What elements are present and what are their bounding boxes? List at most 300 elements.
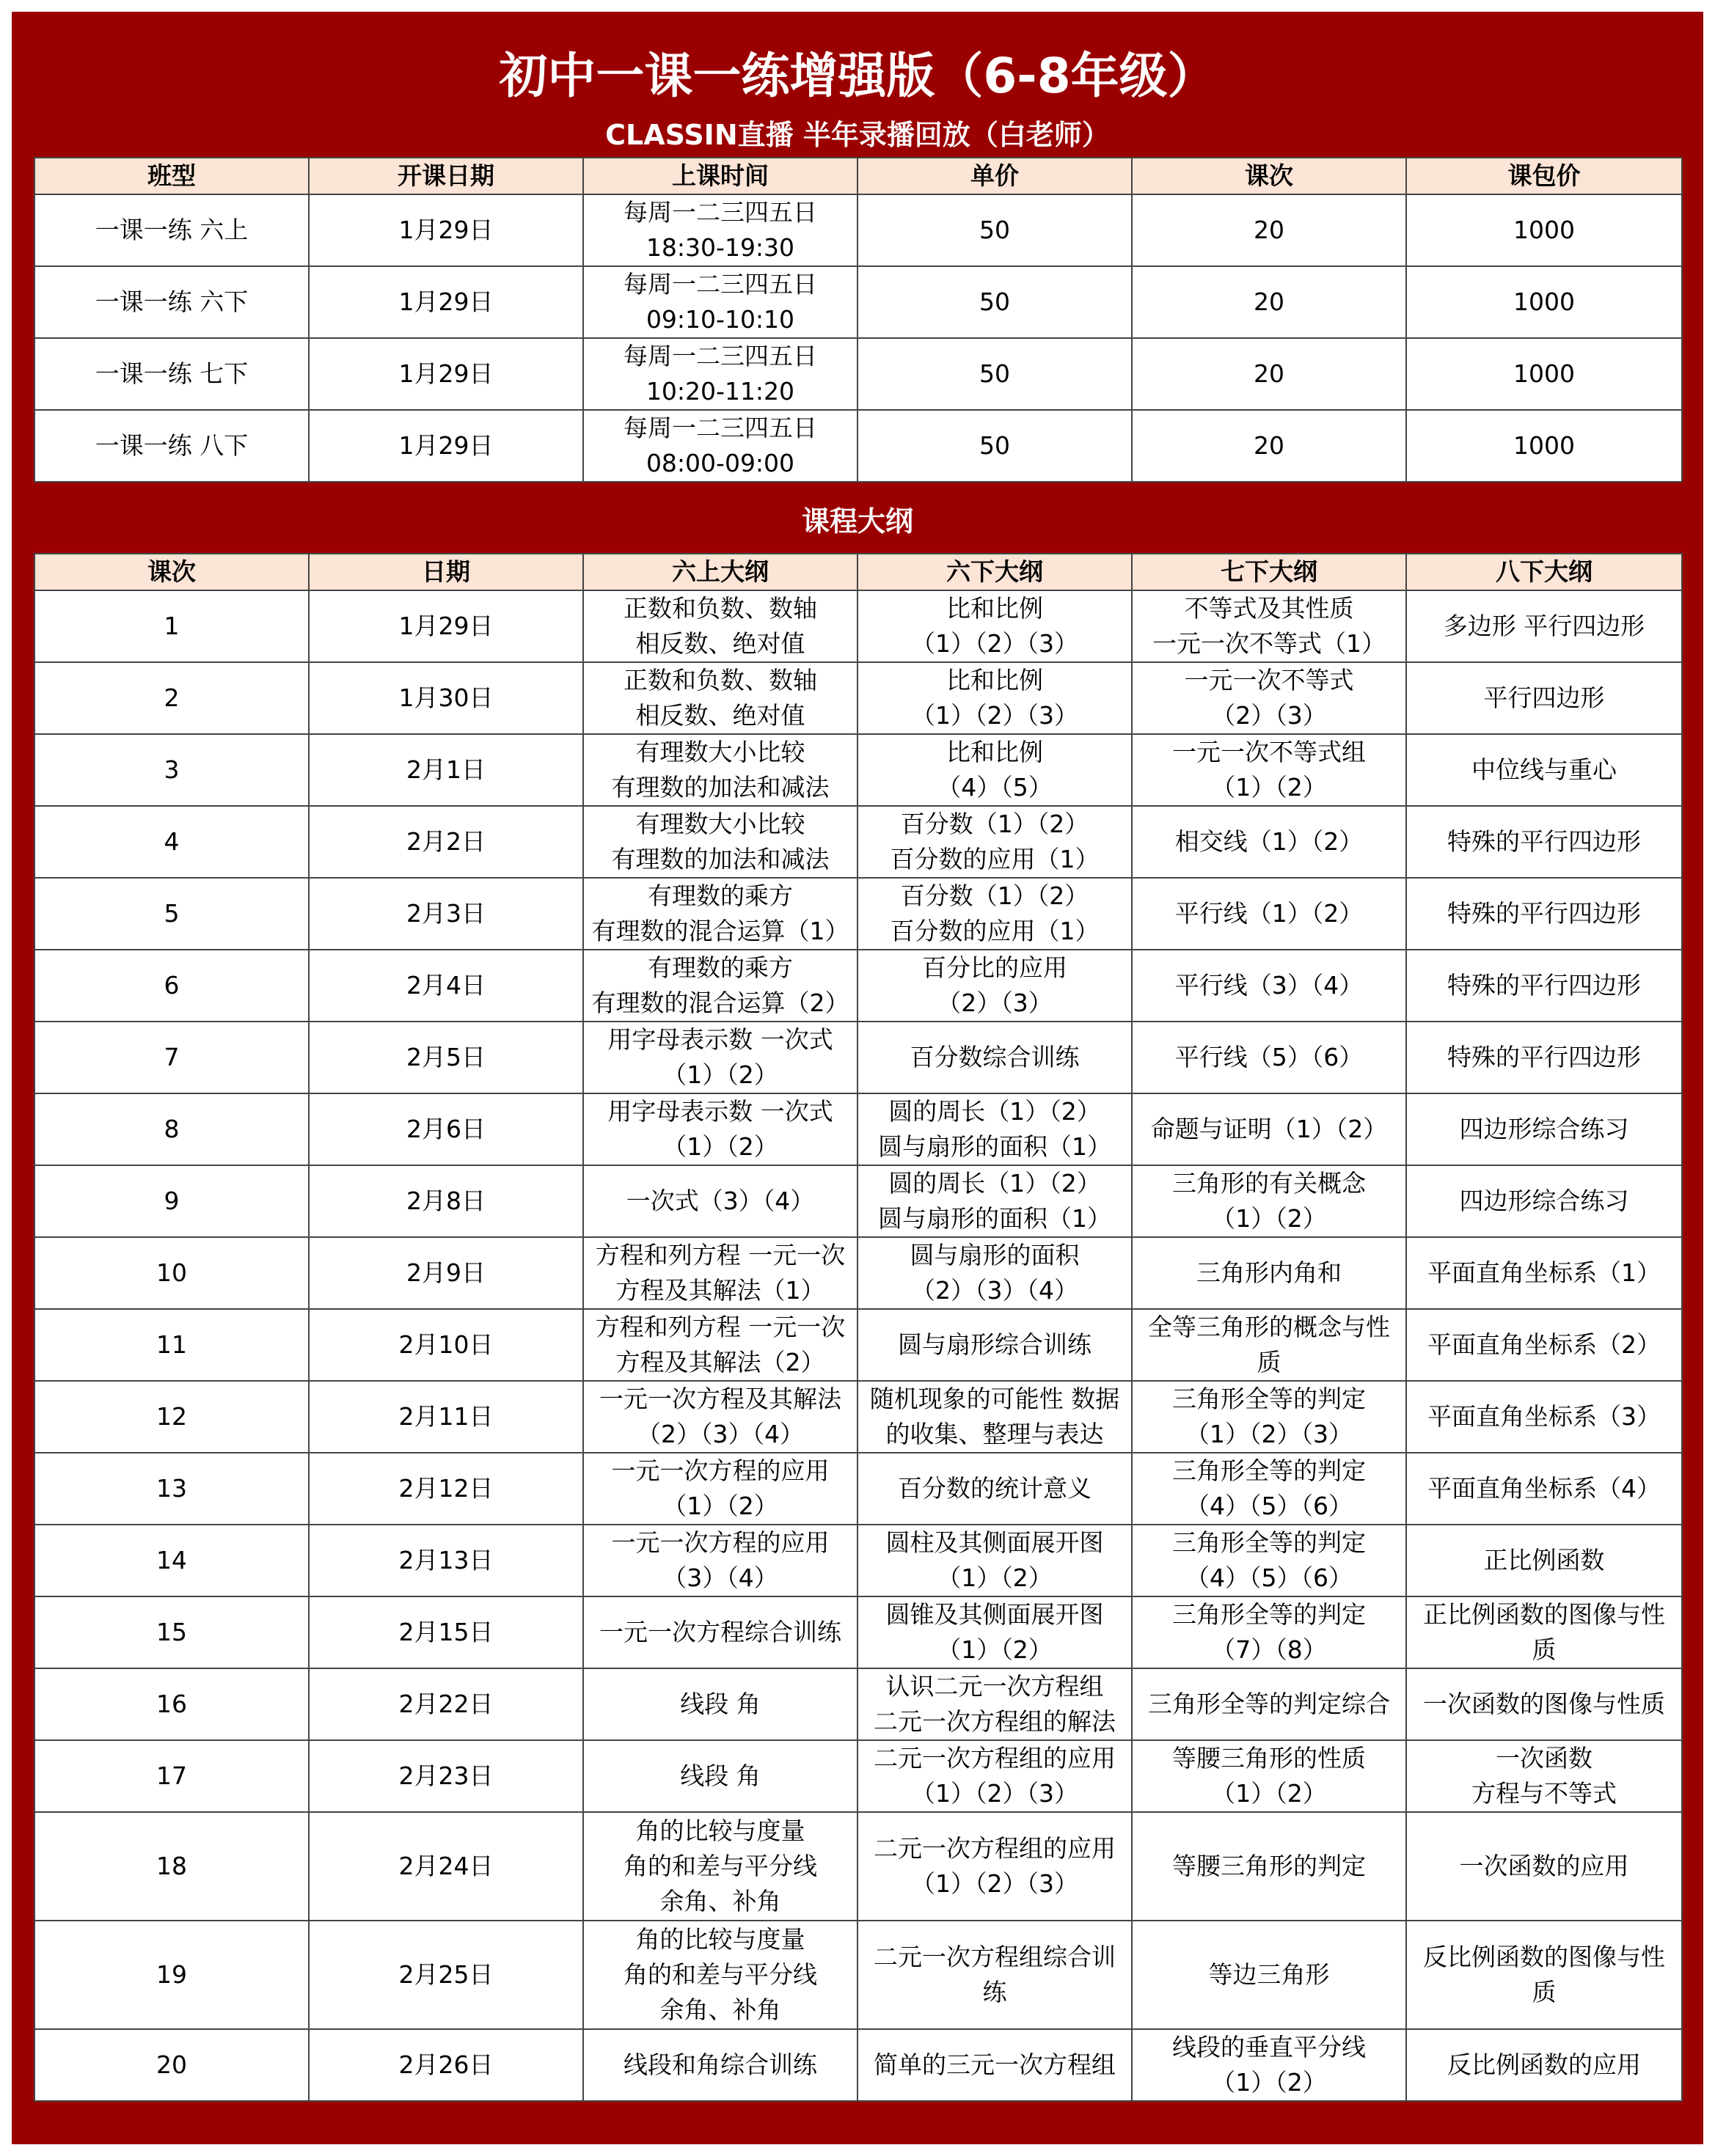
grade6-first-topic-line: 方程和列方程 一元一次 (595, 1241, 846, 1269)
grade8-second-topic-line: 特殊的平行四边形 (1447, 1043, 1641, 1071)
grade8-second-topic-line: 特殊的平行四边形 (1447, 971, 1641, 1000)
syllabus-row (34, 1093, 1682, 1165)
lesson-number-cell: 17 (34, 1740, 309, 1812)
lesson-number-cell: 14 (34, 1525, 309, 1596)
grade6-first-topic-line: （1）（2） (662, 1060, 778, 1089)
grade7-second-topic-line: 三角形全等的判定 (1172, 1528, 1366, 1557)
grade8-second-topic (1406, 590, 1682, 662)
syllabus-row (34, 1165, 1682, 1237)
grade8-second-topic-line: 平面直角坐标系（4） (1427, 1474, 1661, 1503)
grade8-second-topic-line: 多边形 平行四边形 (1443, 612, 1645, 640)
grade6-first-topic-line: 正数和负数、数轴 (624, 594, 817, 623)
grade6-second-topic-line: 圆与扇形的面积 (910, 1241, 1080, 1269)
grade6-second-topic-line: 百分数（1）（2） (900, 881, 1089, 910)
grade6-second-topic-line: 的收集、整理与表达 (885, 1420, 1104, 1448)
grade6-second-topic-line: 圆柱及其侧面展开图 (885, 1528, 1104, 1557)
grade7-second-topic-line: 平行线（5）（6） (1174, 1043, 1364, 1071)
lesson-number-cell: 16 (34, 1668, 309, 1740)
lesson-number-cell: 15 (34, 1596, 309, 1668)
grade7-second-topic (1132, 950, 1406, 1022)
grade7-second-topic-line: （1）（2） (1211, 1779, 1327, 1808)
grade6-first-topic (583, 1165, 858, 1237)
grade6-second-topic-line: （1）（2）（3） (911, 629, 1078, 658)
grade6-first-topic-line: 有理数大小比较 (635, 738, 805, 766)
grade7-second-topic (1132, 662, 1406, 734)
grade6-first-topic-line: （3）（4） (662, 1563, 778, 1592)
grade8-second-topic (1406, 1381, 1682, 1453)
syllabus-row (34, 734, 1682, 806)
grade6-first-topic-line: 方程及其解法（2） (615, 1348, 825, 1376)
lesson-date-cell: 2月26日 (309, 2029, 583, 2101)
grade6-second-topic (858, 1525, 1132, 1596)
grade6-first-topic-line: 一元一次方程的应用 (611, 1528, 830, 1557)
grade8-second-topic-line: 一次函数的应用 (1459, 1852, 1629, 1880)
grade6-second-topic-line: 百分数（1）（2） (900, 810, 1089, 838)
grade8-second-topic (1406, 1309, 1682, 1381)
grade6-second-topic-line: 百分数的应用（1） (890, 845, 1100, 873)
lesson-number-cell: 19 (34, 1921, 309, 2029)
grade6-second-topic (858, 2029, 1132, 2101)
syllabus-row (34, 1022, 1682, 1093)
grade6-second-topic (858, 1237, 1132, 1309)
grade6-second-topic (858, 1812, 1132, 1921)
grade8-second-topic (1406, 1237, 1682, 1309)
grade6-second-topic (858, 950, 1132, 1022)
grade6-first-topic-line: 角的比较与度量 (635, 1925, 805, 1954)
grade7-second-topic-line: 三角形全等的判定 (1172, 1456, 1366, 1485)
grade6-second-topic (858, 1453, 1132, 1525)
grade6-first-topic (583, 1453, 858, 1525)
lesson-number-cell: 6 (34, 950, 309, 1022)
grade8-second-topic-line: 质 (1532, 1635, 1557, 1664)
grade6-first-topic-line: 正数和负数、数轴 (624, 666, 817, 694)
schedule-row (34, 194, 1682, 266)
grade6-second-topic-line: 圆锥及其侧面展开图 (885, 1600, 1104, 1629)
grade6-first-topic (583, 1381, 858, 1453)
grade6-first-topic-line: 角的和差与平分线 (624, 1852, 817, 1880)
grade6-first-topic-line: 有理数的乘方 (648, 953, 793, 982)
grade8-second-topic-line: 特殊的平行四边形 (1447, 899, 1641, 928)
grade8-second-topic (1406, 1921, 1682, 2029)
grade7-second-topic-line: （7）（8） (1211, 1635, 1327, 1664)
grade6-first-topic-line: 有理数的加法和减法 (611, 773, 830, 802)
grade8-second-topic-line: 正比例函数的图像与性 (1423, 1600, 1665, 1629)
grade6-first-topic-line: 一元一次方程综合训练 (599, 1618, 841, 1646)
sessions-cell: 20 (1132, 194, 1406, 266)
syllabus-row (34, 1237, 1682, 1309)
grade6-first-topic (583, 1812, 858, 1921)
grade6-second-topic-line: （4）（5） (937, 773, 1053, 802)
grade8-second-topic-line: 平面直角坐标系（1） (1427, 1258, 1661, 1287)
grade7-second-topic-line: 质 (1257, 1348, 1281, 1376)
grade7-second-topic (1132, 1165, 1406, 1237)
grade6-first-topic-line: 角的和差与平分线 (624, 1960, 817, 1989)
grade6-second-topic-line: 认识二元一次方程组 (885, 1672, 1104, 1701)
grade6-first-topic (583, 1237, 858, 1309)
grade6-first-topic-line: 有理数的混合运算（1） (591, 917, 849, 945)
grade7-second-topic (1132, 1812, 1406, 1921)
unit-price-cell: 50 (858, 338, 1132, 410)
grade6-first-topic-line: 方程及其解法（1） (615, 1276, 825, 1305)
syllabus-row (34, 806, 1682, 878)
class-time-cell (583, 338, 858, 410)
syllabus-row (34, 1921, 1682, 2029)
grade6-second-topic-line: 圆的周长（1）（2） (888, 1169, 1101, 1198)
grade6-first-topic (583, 878, 858, 950)
grade6-second-topic (858, 1381, 1132, 1453)
poster-frame (12, 12, 1703, 2144)
grade6-first-topic-line: 有理数大小比较 (635, 810, 805, 838)
grade6-first-topic-line: 用字母表示数 一次式 (607, 1097, 833, 1126)
class-time-cell (583, 194, 858, 266)
grade6-second-topic-line: 比和比例 (946, 594, 1043, 623)
lesson-number-cell: 20 (34, 2029, 309, 2101)
start-date-cell: 1月29日 (309, 338, 583, 410)
grade7-second-topic-line: 不等式及其性质 (1184, 594, 1354, 623)
grade6-second-topic-line: 圆与扇形综合训练 (898, 1330, 1091, 1359)
lesson-date-cell: 1月29日 (309, 590, 583, 662)
grade8-second-topic (1406, 1596, 1682, 1668)
unit-price-cell: 50 (858, 266, 1132, 338)
col-header-start-date: 开课日期 (309, 158, 583, 194)
grade6-first-topic-line: 用字母表示数 一次式 (607, 1025, 833, 1054)
lesson-date-cell: 2月11日 (309, 1381, 583, 1453)
grade6-first-topic-line: 线段 角 (680, 1690, 761, 1718)
lesson-date-cell: 2月10日 (309, 1309, 583, 1381)
grade7-second-topic-line: （1）（2）（3） (1185, 1420, 1353, 1448)
class-time-line: 18:30-19:30 (646, 233, 795, 262)
grade6-first-topic (583, 1921, 858, 2029)
grade7-second-topic-line: 三角形的有关概念 (1172, 1169, 1366, 1198)
grade6-second-topic-line: 圆与扇形的面积（1） (878, 1204, 1111, 1233)
lesson-number-cell: 5 (34, 878, 309, 950)
unit-price-cell: 50 (858, 194, 1132, 266)
grade7-second-topic-line: 等腰三角形的判定 (1172, 1852, 1366, 1880)
grade8-second-topic (1406, 1668, 1682, 1740)
grade6-second-topic (858, 1165, 1132, 1237)
grade8-second-topic (1406, 806, 1682, 878)
grade6-first-topic (583, 662, 858, 734)
grade7-second-topic-line: 全等三角形的概念与性 (1148, 1313, 1390, 1341)
package-price-cell: 1000 (1406, 410, 1682, 482)
sessions-cell: 20 (1132, 338, 1406, 410)
grade7-second-topic-line: （1）（2） (1211, 773, 1327, 802)
grade7-second-topic (1132, 1093, 1406, 1165)
unit-price-cell: 50 (858, 410, 1132, 482)
grade8-second-topic (1406, 734, 1682, 806)
grade7-second-topic-line: 一元一次不等式 (1184, 666, 1354, 694)
grade7-second-topic (1132, 806, 1406, 878)
grade6-second-topic (858, 734, 1132, 806)
grade6-second-topic-line: 比和比例 (946, 738, 1043, 766)
lesson-date-cell: 2月2日 (309, 806, 583, 878)
grade6-second-topic (858, 590, 1132, 662)
grade6-second-topic-line: 比和比例 (946, 666, 1043, 694)
grade7-second-topic-line: 三角形全等的判定综合 (1148, 1690, 1390, 1718)
syllabus-row (34, 1309, 1682, 1381)
grade6-first-topic (583, 1022, 858, 1093)
package-price-cell: 1000 (1406, 266, 1682, 338)
grade8-second-topic-line: 平面直角坐标系（2） (1427, 1330, 1661, 1359)
lesson-number-cell: 13 (34, 1453, 309, 1525)
class-time-line: 每周一二三四五日 (624, 198, 817, 227)
grade8-second-topic (1406, 1093, 1682, 1165)
syllabus-title: 课程大纲 (801, 505, 913, 538)
grade6-first-topic-line: （2）（3）（4） (637, 1420, 804, 1448)
grade7-second-topic-line: 平行线（1）（2） (1174, 899, 1364, 928)
lesson-date-cell: 2月5日 (309, 1022, 583, 1093)
col-header-unit-price: 单价 (858, 158, 1132, 194)
grade6-second-topic-line: 圆的周长（1）（2） (888, 1097, 1101, 1126)
grade7-second-topic (1132, 1525, 1406, 1596)
grade6-second-topic (858, 1596, 1132, 1668)
grade8-second-topic-line: 四边形综合练习 (1459, 1115, 1629, 1143)
grade7-second-topic-line: （2）（3） (1211, 701, 1327, 730)
start-date-cell: 1月29日 (309, 410, 583, 482)
grade6-first-topic-line: 相反数、绝对值 (635, 701, 805, 730)
grade6-second-topic-line: （2）（3） (937, 989, 1053, 1017)
start-date-cell: 1月29日 (309, 266, 583, 338)
grade6-first-topic-line: 有理数的加法和减法 (611, 845, 830, 873)
lesson-date-cell: 2月1日 (309, 734, 583, 806)
grade6-first-topic (583, 734, 858, 806)
grade6-second-topic-line: 百分比的应用 (922, 953, 1067, 982)
class-type-cell: 一课一练 七下 (34, 338, 309, 410)
grade7-second-topic (1132, 734, 1406, 806)
grade7-second-topic (1132, 1453, 1406, 1525)
grade6-first-topic (583, 950, 858, 1022)
grade7-second-topic (1132, 1740, 1406, 1812)
col-header-class: 班型 (34, 158, 309, 194)
grade6-first-topic (583, 806, 858, 878)
grade6-second-topic (858, 662, 1132, 734)
grade6-first-topic-line: 余角、补角 (659, 1887, 781, 1915)
lesson-number-cell: 12 (34, 1381, 309, 1453)
grade8-second-topic-line: 特殊的平行四边形 (1447, 827, 1641, 856)
grade8-second-topic-line: 一次函数 (1496, 1744, 1592, 1772)
class-type-cell: 一课一练 六下 (34, 266, 309, 338)
grade6-second-topic (858, 1668, 1132, 1740)
grade6-first-topic-line: 线段 角 (680, 1761, 761, 1790)
lesson-date-cell: 2月24日 (309, 1812, 583, 1921)
syllabus-row (34, 1740, 1682, 1812)
package-price-cell: 1000 (1406, 338, 1682, 410)
grade7-second-topic-line: （4）（5）（6） (1185, 1563, 1353, 1592)
grade8-second-topic-line: 反比例函数的应用 (1447, 2050, 1641, 2079)
grade6-second-topic-line: 二元一次方程组的应用 (874, 1744, 1116, 1772)
grade6-second-topic (858, 1740, 1132, 1812)
grade7-second-topic (1132, 1596, 1406, 1668)
lesson-date-cell: 2月9日 (309, 1237, 583, 1309)
grade7-second-topic (1132, 1668, 1406, 1740)
grade6-first-topic-line: 线段和角综合训练 (624, 2050, 817, 2079)
grade7-second-topic-line: 三角形全等的判定 (1172, 1600, 1366, 1629)
grade6-second-topic-line: （2）（3）（4） (911, 1276, 1078, 1305)
start-date-cell: 1月29日 (309, 194, 583, 266)
lesson-date-cell: 2月8日 (309, 1165, 583, 1237)
grade6-first-topic (583, 1093, 858, 1165)
class-time-cell (583, 266, 858, 338)
grade6-first-topic (583, 1668, 858, 1740)
class-time-line: 10:20-11:20 (646, 377, 795, 406)
grade6-second-topic-line: （1）（2） (937, 1563, 1053, 1592)
grade6-first-topic (583, 1525, 858, 1596)
grade7-second-topic-line: 相交线（1）（2） (1174, 827, 1364, 856)
col-header-grade7-second: 七下大纲 (1132, 554, 1406, 590)
syllabus-row (34, 2029, 1682, 2101)
grade7-second-topic (1132, 1237, 1406, 1309)
grade8-second-topic (1406, 662, 1682, 734)
syllabus-row (34, 1525, 1682, 1596)
col-header-grade6-first: 六上大纲 (583, 554, 858, 590)
class-time-line: 每周一二三四五日 (624, 342, 817, 370)
grade7-second-topic (1132, 1381, 1406, 1453)
grade6-second-topic (858, 1093, 1132, 1165)
grade7-second-topic (1132, 878, 1406, 950)
grade6-second-topic (858, 1309, 1132, 1381)
grade7-second-topic-line: 线段的垂直平分线 (1172, 2033, 1366, 2061)
syllabus-row (34, 878, 1682, 950)
grade7-second-topic (1132, 1921, 1406, 2029)
grade6-first-topic (583, 1596, 858, 1668)
class-type-cell: 一课一练 六上 (34, 194, 309, 266)
grade8-second-topic-line: 一次函数的图像与性质 (1423, 1690, 1665, 1718)
syllabus-row (34, 1668, 1682, 1740)
class-time-line: 每周一二三四五日 (624, 270, 817, 298)
class-time-cell (583, 410, 858, 482)
grade6-first-topic-line: （1）（2） (662, 1492, 778, 1520)
grade6-first-topic-line: 余角、补角 (659, 1995, 781, 2024)
grade6-second-topic (858, 878, 1132, 950)
grade8-second-topic (1406, 878, 1682, 950)
col-header-package-price: 课包价 (1406, 158, 1682, 194)
grade6-first-topic-line: 角的比较与度量 (635, 1816, 805, 1845)
grade6-first-topic-line: 一元一次方程的应用 (611, 1456, 830, 1485)
lesson-number-cell: 7 (34, 1022, 309, 1093)
grade8-second-topic (1406, 1812, 1682, 1921)
col-header-class-time: 上课时间 (583, 158, 858, 194)
grade8-second-topic (1406, 1453, 1682, 1525)
grade6-second-topic-line: 练 (982, 1978, 1007, 2006)
grade6-second-topic-line: 百分数的统计意义 (898, 1474, 1091, 1503)
grade8-second-topic-line: 平面直角坐标系（3） (1427, 1402, 1661, 1431)
grade7-second-topic-line: 命题与证明（1）（2） (1150, 1115, 1388, 1143)
class-type-cell: 一课一练 八下 (34, 410, 309, 482)
syllabus-row (34, 662, 1682, 734)
grade8-second-topic-line: 正比例函数 (1483, 1546, 1605, 1574)
grade8-second-topic-line: 中位线与重心 (1471, 755, 1617, 784)
grade8-second-topic (1406, 950, 1682, 1022)
lesson-date-cell: 2月23日 (309, 1740, 583, 1812)
grade6-second-topic-line: 百分数的应用（1） (890, 917, 1100, 945)
grade8-second-topic-line: 方程与不等式 (1471, 1779, 1617, 1808)
lesson-date-cell: 2月4日 (309, 950, 583, 1022)
syllabus-row (34, 1812, 1682, 1921)
grade8-second-topic (1406, 2029, 1682, 2101)
lesson-number-cell: 18 (34, 1812, 309, 1921)
syllabus-header-row (34, 554, 1682, 590)
syllabus-row (34, 1381, 1682, 1453)
class-time-line: 每周一二三四五日 (624, 414, 817, 442)
grade6-second-topic-line: 简单的三元一次方程组 (874, 2050, 1116, 2079)
grade7-second-topic (1132, 1022, 1406, 1093)
grade7-second-topic-line: 平行线（3）（4） (1174, 971, 1364, 1000)
grade6-second-topic (858, 1921, 1132, 2029)
sessions-cell: 20 (1132, 266, 1406, 338)
grade6-first-topic-line: 有理数的乘方 (648, 881, 793, 910)
grade6-second-topic-line: （1）（2）（3） (911, 701, 1078, 730)
grade7-second-topic (1132, 2029, 1406, 2101)
grade6-second-topic (858, 1022, 1132, 1093)
grade8-second-topic (1406, 1022, 1682, 1093)
lesson-date-cell: 2月13日 (309, 1525, 583, 1596)
col-header-sessions: 课次 (1132, 158, 1406, 194)
schedule-row (34, 338, 1682, 410)
sessions-cell: 20 (1132, 410, 1406, 482)
col-header-date: 日期 (309, 554, 583, 590)
grade8-second-topic-line: 四边形综合练习 (1459, 1187, 1629, 1215)
grade7-second-topic-line: （1）（2） (1211, 2068, 1327, 2097)
schedule-row (34, 410, 1682, 482)
grade8-second-topic-line: 反比例函数的图像与性 (1423, 1943, 1665, 1971)
lesson-date-cell: 2月3日 (309, 878, 583, 950)
lesson-number-cell: 3 (34, 734, 309, 806)
lesson-number-cell: 10 (34, 1237, 309, 1309)
grade7-second-topic-line: 三角形内角和 (1196, 1258, 1342, 1287)
schedule-row (34, 266, 1682, 338)
grade6-second-topic-line: 二元一次方程组综合训 (874, 1943, 1116, 1971)
grade8-second-topic (1406, 1740, 1682, 1812)
grade6-second-topic-line: （1）（2） (937, 1635, 1053, 1664)
syllabus-row (34, 950, 1682, 1022)
grade7-second-topic-line: 三角形全等的判定 (1172, 1385, 1366, 1413)
lesson-date-cell: 2月12日 (309, 1453, 583, 1525)
lesson-number-cell: 2 (34, 662, 309, 734)
grade6-first-topic (583, 1309, 858, 1381)
page-title: 初中一课一练增强版（6-8年级） (499, 48, 1216, 104)
grade6-second-topic-line: 二元一次方程组的应用 (874, 1834, 1116, 1863)
grade7-second-topic-line: 一元一次不等式组 (1172, 738, 1366, 766)
syllabus-row (34, 1596, 1682, 1668)
page-subtitle: CLASSIN直播 半年录播回放（白老师） (605, 119, 1110, 151)
lesson-date-cell: 2月25日 (309, 1921, 583, 2029)
grade7-second-topic-line: （4）（5）（6） (1185, 1492, 1353, 1520)
lesson-date-cell: 2月15日 (309, 1596, 583, 1668)
lesson-number-cell: 11 (34, 1309, 309, 1381)
grade6-first-topic-line: 有理数的混合运算（2） (591, 989, 849, 1017)
lesson-number-cell: 9 (34, 1165, 309, 1237)
syllabus-table (34, 553, 1683, 2102)
syllabus-row (34, 1453, 1682, 1525)
grade6-first-topic-line: （1）（2） (662, 1132, 778, 1161)
grade6-first-topic (583, 590, 858, 662)
grade6-first-topic (583, 1740, 858, 1812)
grade8-second-topic-line: 质 (1532, 1978, 1557, 2006)
grade6-first-topic-line: 相反数、绝对值 (635, 629, 805, 658)
grade7-second-topic (1132, 1309, 1406, 1381)
grade6-first-topic-line: 一元一次方程及其解法 (599, 1385, 841, 1413)
grade7-second-topic-line: 等腰三角形的性质 (1172, 1744, 1366, 1772)
lesson-date-cell: 2月22日 (309, 1668, 583, 1740)
schedule-header-row (34, 158, 1682, 194)
grade7-second-topic-line: 等边三角形 (1208, 1960, 1330, 1989)
grade6-first-topic-line: 一次式（3）（4） (626, 1187, 815, 1215)
syllabus-row (34, 590, 1682, 662)
grade7-second-topic-line: 一元一次不等式（1） (1152, 629, 1386, 658)
col-header-lesson-number: 课次 (34, 554, 309, 590)
lesson-number-cell: 1 (34, 590, 309, 662)
grade6-second-topic-line: 圆与扇形的面积（1） (878, 1132, 1111, 1161)
